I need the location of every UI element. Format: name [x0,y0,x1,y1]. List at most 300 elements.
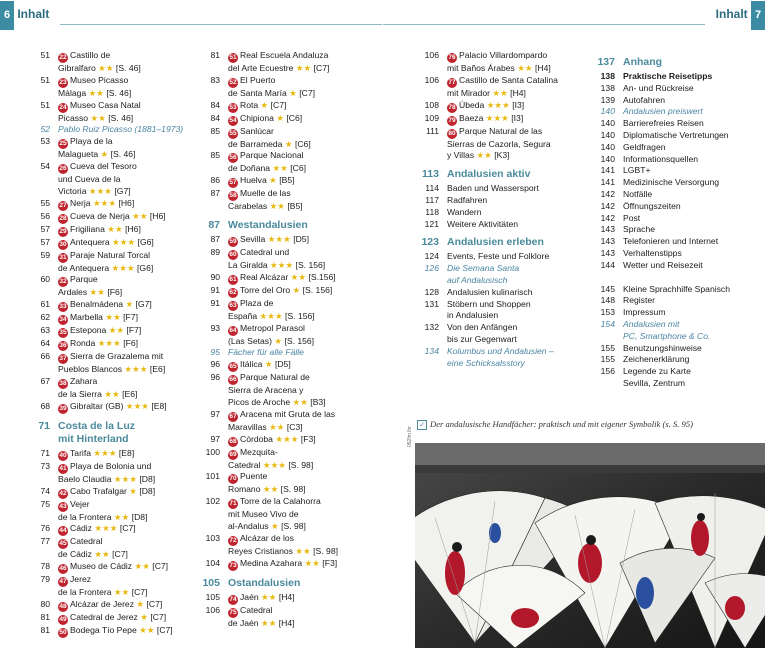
sight-number-marker: 34 [59,316,67,324]
toc-column-4 [571,50,765,390]
toc-entry [190,347,380,359]
star-rating-icon: ★ [271,520,279,531]
toc-entry-text: Carabelas ★★ [B5] [228,201,303,212]
sight-number-marker: 55 [229,129,237,137]
toc-entry-text: Events, Feste und Folklore [447,251,550,262]
toc-entry-text: 25 Playa de la [59,136,113,148]
toc-entry-text: 47 Jerez [59,574,92,586]
star-rating-icon: ★ [260,99,269,110]
toc-entry [20,401,195,414]
toc-entry [20,338,195,351]
toc-page-number: 78 [40,561,50,572]
sight-number-marker: 64 [229,326,237,334]
toc-page-number: 118 [425,206,439,217]
toc-section-heading [571,56,765,69]
sight-number-marker: 22 [59,54,67,61]
sight-number-marker: 72 [229,536,237,544]
star-rating-icon: ★★★ [113,473,138,484]
star-rating-icon: ★★★ [259,310,283,321]
star-rating-icon: ★★ [98,63,114,73]
toc-entry [571,83,765,95]
toc-entry [190,471,380,496]
toc-page-number: 142 [600,212,615,223]
toc-entry-text: Legende zu Karte [623,366,691,377]
toc-entry [383,100,578,113]
toc-entry-text: 54 Chipiona ★ [C6] [229,112,303,124]
toc-entry-text: 70 Puente [229,471,268,483]
toc-entry-text: 65 Itálica ★ [D5] [229,359,291,371]
toc-entry-text: 27 Nerja ★★★ [H6] [59,197,135,209]
toc-entry-text: 63 Plaza de [229,297,274,309]
toc-page-number: 81 [210,50,220,60]
toc-entry-text: Anhang [623,56,663,68]
toc-entry [571,154,765,166]
toc-entry-text: Post [623,212,641,223]
toc-entry-text: de la Frontera ★★ [C7] [58,587,148,598]
toc-page-number: 87 [208,218,220,231]
toc-entry-text: 76 Palacio Villardompardo [448,50,548,61]
toc-entry-text: 64 Metropol Parasol [229,322,305,334]
toc-page-number: 55 [40,197,50,208]
toc-entry-text: 57 Huelva ★ [B5] [229,175,295,187]
toc-page-number: 102 [205,496,220,507]
toc-page-number: 86 [210,175,220,186]
star-rating-icon: ★★ [292,396,308,407]
toc-entry [20,574,195,599]
toc-page-number: 89 [210,246,220,257]
toc-page-number: 67 [40,375,50,386]
sight-number-marker: 44 [59,527,67,535]
toc-page-number: 143 [600,247,615,258]
toc-page-number: 101 [205,471,220,482]
toc-entry [20,161,195,198]
sight-number-marker: 76 [448,54,456,61]
star-rating-icon: ★★ [107,223,123,234]
star-rating-icon: ★★★ [267,233,291,244]
toc-page-number: 131 [424,298,439,309]
toc-entry-text: 77 Castillo de Santa Catalina [448,74,558,86]
toc-page-number: 103 [205,532,220,543]
toc-entry-text: La Giralda ★★★ [S. 156] [228,259,326,270]
toc-entry [571,130,765,142]
toc-entry [190,533,380,558]
fans-photo [415,443,765,648]
toc-page-number: 132 [424,322,439,333]
star-rating-icon: ★★ [295,545,311,556]
toc-entry [571,71,765,83]
star-rating-icon: ★★ [269,421,285,432]
toc-entry [571,142,765,154]
toc-entry [20,376,195,401]
star-rating-icon: ★★ [89,287,105,298]
toc-entry-text: Kleine Sprachhilfe Spanisch [623,283,731,294]
toc-entry-text: 38 Zahara [59,375,98,387]
toc-entry [20,499,195,524]
toc-entry-text: Praktische Reisetipps [623,71,713,81]
toc-page-number: 73 [40,460,50,471]
sight-number-marker: 77 [448,78,456,86]
toc-entry [190,175,380,188]
toc-entry [20,461,195,486]
toc-page-number: 60 [40,274,50,285]
photo-credit: 052fm lhr [407,426,413,447]
toc-page-number: 97 [210,433,220,444]
toc-entry-text: 55 Sanlúcar [229,125,274,137]
toc-page-number: 95 [210,347,220,358]
toc-entry-text: 53 Rota ★ [C7] [229,99,287,111]
toc-entry [571,165,765,177]
toc-page-number: 77 [40,536,50,547]
toc-page-number: 52 [40,124,50,135]
toc-entry-text: Pablo Ruiz Picasso (1881–1973) [58,124,184,135]
toc-entry [20,250,195,275]
toc-entry-text: mit Baños Árabes ★★ [H4] [447,63,551,73]
toc-page-number: 106 [205,604,220,615]
toc-entry-text: in Andalusien [447,310,499,321]
toc-entry [20,536,195,561]
star-rating-icon: ★ [276,112,285,123]
toc-entry [20,124,195,136]
toc-entry-text: Andalusien aktiv [447,168,531,181]
toc-page-number: 63 [40,325,50,336]
toc-entry-text: (Las Setas) ★ [S. 156] [228,335,315,346]
caption-text: Der andalusische Handfächer: praktisch und mit eigener Symbolik (s. S. 95) [430,419,694,429]
star-rating-icon: ★★ [517,63,533,73]
toc-page-number: 97 [210,408,220,419]
toc-entry-text: und Cueva de la [58,173,121,184]
toc-entry-text: Radfahren [447,194,488,205]
toc-entry-text: 35 Estepona ★★ [F7] [59,325,142,337]
star-rating-icon: ★★ [272,163,288,174]
toc-entry-text: de la Sierra ★★ [E6] [58,388,138,399]
toc-entry-text: Andalusien erleben [447,236,544,249]
sight-number-marker: 23 [59,78,67,86]
toc-entry [190,434,380,447]
toc-page-number: 106 [424,50,439,60]
sight-number-marker: 79 [448,116,456,124]
toc-entry-text: Kolumbus und Andalusien – [447,345,554,356]
star-rating-icon: ★★★ [125,400,149,411]
toc-entry-text: 61 Real Alcázar ★★ [S.156] [229,271,336,283]
toc-entry-text: de Antequera ★★★ [G6] [58,262,154,273]
toc-page-number: 138 [600,82,615,93]
sight-number-marker: 28 [59,214,67,222]
toc-entry [190,272,380,285]
toc-page-number: 134 [424,345,439,356]
toc-entry [383,299,578,323]
toc-entry [190,126,380,151]
toc-entry [20,599,195,612]
toc-page-number: 139 [600,94,615,105]
toc-section-heading [383,236,578,249]
toc-page-number: 54 [40,160,50,171]
sight-number-marker: 27 [59,201,67,209]
star-rating-icon: ★★★ [111,262,135,273]
toc-entry [571,366,765,390]
toc-entry-text: España ★★★ [S. 156] [228,310,315,321]
toc-page-number: 91 [210,284,220,295]
toc-entry-text: mit Hinterland [58,432,129,445]
toc-entry [190,592,380,605]
toc-entry-text: Westandalusien [228,218,308,231]
sight-number-marker: 60 [229,250,237,258]
toc-page-number: 80 [40,598,50,609]
toc-page-number: 143 [600,224,615,235]
star-rating-icon: ★★ [290,271,307,282]
sight-number-marker: 59 [229,237,237,245]
sight-number-marker: 37 [59,355,67,363]
star-rating-icon: ★★★ [270,259,294,270]
toc-page-number: 53 [40,136,50,147]
toc-entry-text: Die Semana Santa [447,263,520,274]
toc-entry [571,177,765,189]
toc-entry-text: eine Schicksalsstory [447,357,525,368]
star-rating-icon: ★ [274,335,283,346]
sight-number-marker: 25 [59,140,67,148]
toc-page-number: 64 [40,338,50,349]
star-rating-icon: ★★★ [124,364,148,375]
toc-entry-text: Wetter und Reisezeit [623,259,703,270]
sight-number-marker: 41 [59,464,67,472]
star-rating-icon: ★★ [94,549,110,560]
toc-entry [571,248,765,260]
toc-entry-text: 58 Muelle de las [229,188,291,200]
toc-entry-text: Reyes Cristianos ★★ [S. 98] [228,545,338,556]
toc-page-number: 140 [600,153,615,164]
page-header [0,0,49,29]
toc-page-number: 91 [210,297,220,308]
toc-entry [190,113,380,126]
sight-number-marker: 36 [59,342,67,350]
toc-entry-text: 37 Sierra de Grazalema mit [59,351,164,363]
sight-number-marker: 74 [229,595,237,603]
toc-entry-text: Andalusien kulinarisch [447,286,533,297]
sight-number-marker: 58 [229,192,237,200]
toc-entry [383,75,578,100]
star-rating-icon: ★★★ [88,185,113,196]
toc-entry [20,75,195,100]
toc-entry-text: mit Mirador ★★ [H4] [447,87,526,98]
toc-entry [571,213,765,225]
star-rating-icon: ★★★ [485,112,509,123]
toc-entry [20,448,195,461]
toc-page-number: 123 [421,236,439,249]
toc-page-number: 153 [600,307,615,318]
toc-page-number: 81 [40,624,50,635]
toc-entry [190,100,380,113]
toc-entry [571,284,765,296]
toc-entry-text: Sierra de Aracena y [228,385,304,396]
star-rating-icon: ★★ [476,150,492,161]
toc-page-number: 90 [210,271,220,282]
toc-entry [383,126,578,163]
toc-entry [383,183,578,195]
toc-entry-text: Öffnungszeiten [623,200,681,211]
toc-entry-text: 28 Cueva de Nerja ★★ [H6] [59,210,166,222]
toc-page-number: 75 [40,498,50,509]
toc-entry-text: 71 Torre de la Calahorra [229,496,321,508]
sight-number-marker: 26 [59,164,67,172]
toc-entry-text: Benutzungshinweise [623,342,702,353]
toc-entry [383,263,578,287]
star-rating-icon: ★★ [262,484,279,495]
toc-page-number: 76 [40,523,50,534]
sight-number-marker: 69 [229,450,237,458]
sight-number-marker: 67 [229,412,237,420]
toc-entry [20,100,195,125]
toc-entry-text: de Santa María ★ [C7] [228,87,316,98]
toc-page-number: 113 [422,168,439,181]
sight-number-marker: 57 [229,179,237,187]
sight-number-marker: 61 [229,275,237,283]
toc-entry-text: 40 Tarifa ★★★ [E8] [59,447,135,459]
toc-entry-text: Wandern [447,206,482,217]
toc-entry-text: de Jaén ★★ [H4] [228,617,295,628]
toc-entry-text: de Doñana ★★ [C6] [228,163,307,174]
toc-entry-text: Verhaltenstipps [623,247,682,258]
toc-section-heading [190,577,380,590]
toc-page-number: 142 [600,188,615,199]
toc-page-number: 105 [202,576,220,589]
toc-entry [383,287,578,299]
star-rating-icon: ★★ [113,511,130,522]
toc-entry [571,319,765,343]
toc-entry [190,75,380,100]
sight-number-marker: 46 [59,565,67,573]
toc-page-number: 57 [40,236,50,247]
toc-entry-text: de la Frontera ★★ [D8] [58,511,148,522]
toc-entry [383,113,578,126]
toc-entry-text: 43 Vejer [59,498,90,510]
toc-entry [190,247,380,272]
star-rating-icon: ★★ [105,312,121,323]
toc-section-heading [383,168,578,181]
toc-entry [571,260,765,272]
toc-entry [20,486,195,499]
toc-entry-text: Maravillas ★★ [C3] [228,421,303,432]
toc-entry [20,50,195,75]
star-rating-icon: ★ [289,87,297,98]
sight-number-marker: 32 [59,278,67,286]
toc-entry [20,198,195,211]
star-rating-icon: ★ [264,359,273,370]
toc-entry [190,323,380,348]
toc-entry-text: 72 Alcázar de los [229,532,294,544]
star-rating-icon: ★★★ [92,197,117,208]
toc-entry-text: Costa de la Luz [58,419,136,432]
toc-entry-text: 79 Baeza ★★★ [I3] [448,112,524,124]
toc-entry-text: al-Andalus ★ [S. 98] [228,520,306,531]
toc-entry [190,234,380,247]
toc-entry-text: Ostandalusien [228,576,301,589]
sight-number-marker: 47 [59,578,67,586]
toc-page-number: 155 [600,342,615,353]
toc-entry [190,409,380,434]
sight-number-marker: 51 [229,54,237,61]
toc-page-number: 93 [210,322,220,333]
toc-entry-text: 31 Paraje Natural Torcal [59,249,151,261]
toc-entry-text: Sprache [623,224,656,235]
toc-entry [190,150,380,175]
toc-entry-text: 80 Parque Natural de las [448,125,543,137]
toc-entry-text: Von den Anfängen [447,322,518,333]
star-rating-icon: ★★ [132,210,148,221]
fan-icon: ✓ [417,420,427,430]
toc-entry-text: y Villas ★★ [K3] [447,150,510,161]
toc-entry-text: 67 Aracena mit Gruta de las [229,408,336,420]
toc-entry [383,251,578,263]
toc-entry-text: Zeichenerklärung [623,354,690,365]
toc-page-number: 148 [600,295,615,306]
toc-entry [20,561,195,574]
toc-entry-text: Málaga ★★ [S. 46] [58,87,132,98]
toc-entry [20,312,195,325]
toc-page-number: 62 [40,312,50,323]
toc-entry-text: 48 Alcázar de Jerez ★ [C7] [59,598,163,610]
sight-number-marker: 53 [229,103,237,111]
star-rating-icon: ★★ [88,87,104,98]
toc-page-number: 145 [600,283,615,294]
toc-entry [190,372,380,409]
sight-number-marker: 45 [59,540,67,548]
toc-page-number: 84 [210,112,220,123]
sight-number-marker: 56 [229,154,237,162]
right-page [383,0,765,648]
toc-page-number: 140 [600,118,615,129]
toc-entry-text: 62 Torre del Oro ★ [S. 156] [229,284,333,296]
sight-number-marker: 73 [229,561,237,569]
toc-entry-text: 56 Parque Nacional [229,150,304,162]
toc-page-number: 105 [205,591,220,602]
toc-entry [383,322,578,346]
toc-page-number: 140 [600,106,615,117]
star-rating-icon: ★ [125,299,134,310]
toc-page-number: 87 [210,233,220,244]
toc-entry-text: auf Andalusisch [447,274,508,285]
sight-number-marker: 52 [229,78,237,86]
sight-number-marker: 62 [229,288,237,296]
toc-entry [20,224,195,237]
toc-entry-text: Victoria ★★★ [G7] [58,185,131,196]
sight-number-marker: 68 [229,437,237,445]
star-rating-icon: ★★ [261,591,277,602]
star-rating-icon: ★★ [492,87,508,98]
sight-number-marker: 78 [448,103,456,111]
toc-entry [571,307,765,319]
toc-entry-text: del Arte Ecuestre ★★ [C7] [228,63,330,73]
fans-photo-illustration [415,443,765,648]
toc-entry-text: de Barrameda ★ [C6] [228,138,311,149]
toc-page-number: 74 [40,485,50,496]
toc-page-number: 117 [425,194,439,205]
star-rating-icon: ★★ [104,388,120,399]
toc-entry [20,136,195,161]
toc-page-number: 61 [40,299,50,310]
sight-number-marker: 40 [59,451,67,459]
toc-page-number: 114 [425,183,439,194]
toc-page-number: 137 [597,56,615,68]
star-rating-icon: ★★★ [112,236,136,247]
toc-page-number: 84 [210,99,220,110]
star-rating-icon: ★★★ [262,459,286,470]
toc-page-number: 85 [210,125,220,136]
toc-entry-text: Geldfragen [623,141,666,152]
toc-page-number: 143 [600,236,615,247]
toc-entry-text: 60 Catedral und [229,246,290,258]
toc-page-number: 56 [40,210,50,221]
star-rating-icon: ★★ [295,63,312,73]
toc-entry [190,496,380,533]
